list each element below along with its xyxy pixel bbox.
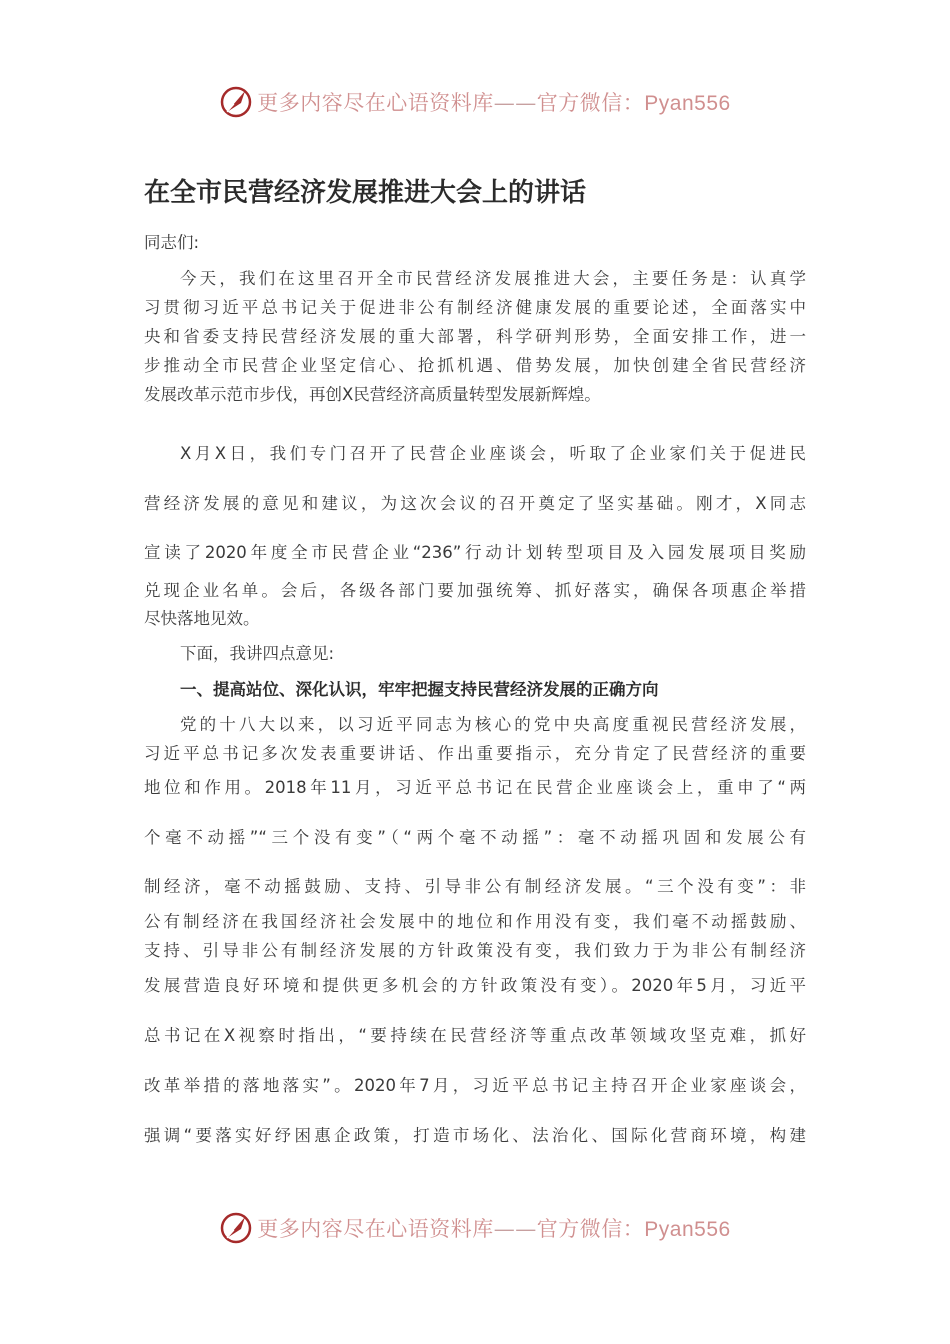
paragraph-line: 地位和作用。2018年11月，习近平总书记在民营企业座谈会上，重申了“两 <box>144 778 806 797</box>
banner-wechat-id: Pyan556 <box>644 92 731 115</box>
quill-logo-icon <box>219 85 253 119</box>
salutation: 同志们: <box>144 233 200 252</box>
paragraph-line: 发展改革示范市步伐，再创X民营经济高质量转型发展新辉煌。 <box>144 385 601 404</box>
paragraph-line: 发展营造良好环境和提供更多机会的方针政策没有变）。2020年5月，习近平 <box>144 976 806 995</box>
paragraph-line: 营经济发展的意见和建议，为这次会议的召开奠定了坚实基础。刚才，X同志 <box>144 494 806 513</box>
paragraph-line: 支持、引导非公有制经济发展的方针政策没有变，我们致力于为非公有制经济 <box>144 941 806 960</box>
banner-main-text: 更多内容尽在心语资料库 <box>257 1217 494 1241</box>
banner-wechat-label: 官方微信： <box>536 1217 645 1241</box>
document-title: 在全市民营经济发展推进大会上的讲话 <box>144 178 587 208</box>
paragraph-line: 央和省委支持民营经济发展的重大部署，科学研判形势，全面安排工作，进一 <box>144 327 806 346</box>
paragraph-line: 改革举措的落地落实”。2020年7月，习近平总书记主持召开企业家座谈会， <box>144 1076 806 1095</box>
banner-dash: —— <box>493 91 537 115</box>
banner-wechat-id: Pyan556 <box>644 1218 731 1241</box>
paragraph-line: 兑现企业名单。会后，各级各部门要加强统筹、抓好落实，确保各项惠企举措 <box>144 581 806 600</box>
header-watermark-banner <box>0 82 950 122</box>
paragraph-line: 制经济，毫不动摇鼓励、支持、引导非公有制经济发展。“三个没有变”：非 <box>144 877 806 896</box>
paragraph-line: 今天，我们在这里召开全市民营经济发展推进大会，主要任务是：认真学 <box>180 269 806 288</box>
paragraph-line: 强调“要落实好纾困惠企政策，打造市场化、法治化、国际化营商环境，构建 <box>144 1126 806 1145</box>
paragraph-line: 宣读了2020年度全市民营企业“236”行动计划转型项目及入园发展项目奖励 <box>144 543 806 562</box>
paragraph-line: 习贯彻习近平总书记关于促进非公有制经济健康发展的重要论述，全面落实中 <box>144 298 806 317</box>
paragraph-line: X月X日，我们专门召开了民营企业座谈会，听取了企业家们关于促进民 <box>180 444 806 463</box>
footer-watermark-banner <box>0 1208 950 1248</box>
paragraph-line: 党的十八大以来，以习近平同志为核心的党中央高度重视民营经济发展， <box>180 715 806 734</box>
banner-label <box>257 1213 730 1243</box>
paragraph-line: 公有制经济在我国经济社会发展中的地位和作用没有变，我们毫不动摇鼓励、 <box>144 912 806 931</box>
banner-label <box>257 87 730 117</box>
paragraph-line: 步推动全市民营企业坚定信心、抢抓机遇、借势发展，加快创建全省民营经济 <box>144 356 806 375</box>
paragraph-line: 个毫不动摇”“三个没有变”（“两个毫不动摇”：毫不动摇巩固和发展公有 <box>144 828 806 847</box>
paragraph-line: 下面，我讲四点意见: <box>180 644 335 663</box>
paragraph-line: 总书记在X视察时指出，“要持续在民营经济等重点改革领域攻坚克难，抓好 <box>144 1026 806 1045</box>
paragraph-line: 尽快落地见效。 <box>144 609 260 628</box>
banner-main-text: 更多内容尽在心语资料库 <box>257 91 494 115</box>
paragraph-line: 习近平总书记多次发表重要讲话、作出重要指示，充分肯定了民营经济的重要 <box>144 744 806 763</box>
banner-wechat-label: 官方微信： <box>536 91 645 115</box>
section-heading: 一、提高站位、深化认识，牢牢把握支持民营经济发展的正确方向 <box>180 680 659 699</box>
banner-dash: —— <box>493 1217 537 1241</box>
quill-logo-icon <box>219 1211 253 1245</box>
